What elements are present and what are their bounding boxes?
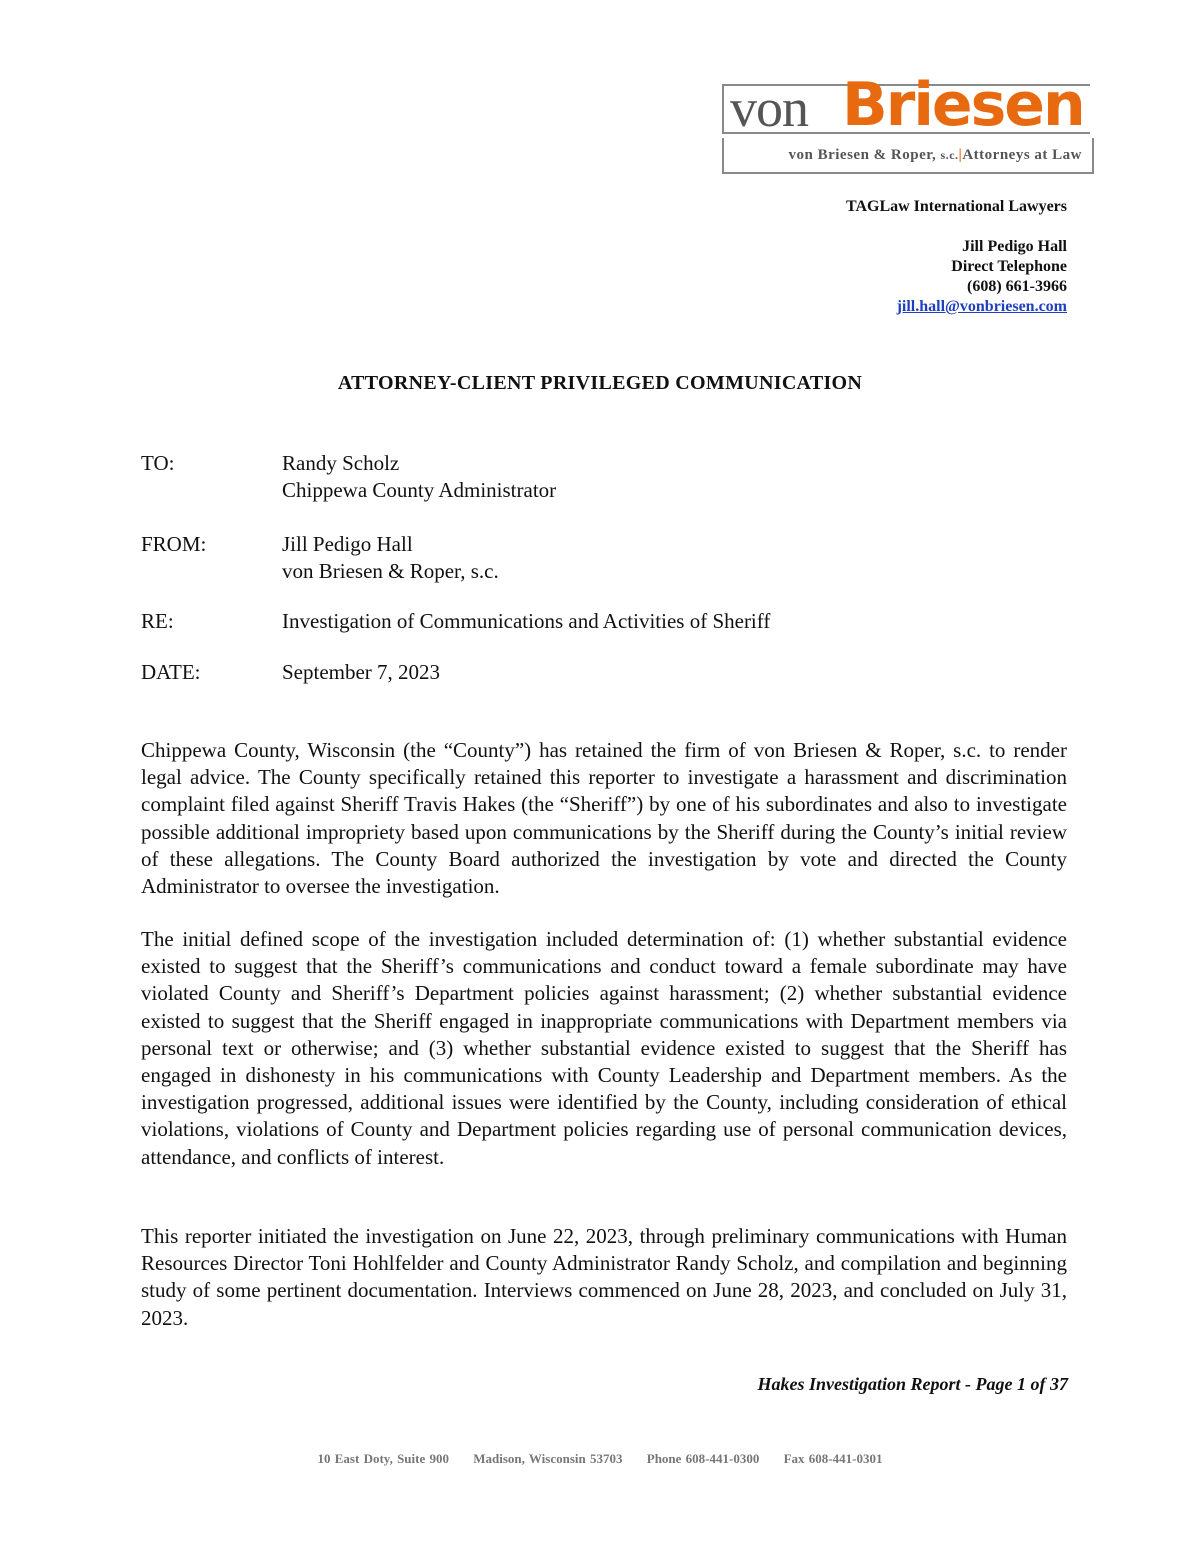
privilege-heading: ATTORNEY-CLIENT PRIVILEGED COMMUNICATION xyxy=(337,372,863,394)
logo-sc: s.c. xyxy=(940,148,959,162)
logo-tagline: Attorneys at Law xyxy=(962,147,1082,163)
memo-from-firm: von Briesen & Roper, s.c. xyxy=(282,559,499,583)
memo-to-name: Randy Scholz xyxy=(282,451,400,475)
logo-firm: von Briesen & Roper, xyxy=(788,147,937,163)
contact-phone: (608) 661-3966 xyxy=(967,278,1067,295)
page-footer: Hakes Investigation Report - Page 1 of 37 xyxy=(757,1374,1068,1394)
memo-to-label: TO: xyxy=(141,451,175,475)
contact-email-link[interactable]: jill.hall@vonbriesen.com xyxy=(896,298,1067,315)
taglaw-line: TAGLaw International Lawyers xyxy=(845,198,1067,215)
memo-date-label: DATE: xyxy=(141,660,201,684)
body-paragraph-3: This reporter initiated the investigation on June 22, 2023, through preliminary communications with Human Resources Director Toni Hohlfelder and County Administrator Randy Scholz, and compilation and beginning study of some pertinent documentation. Interviews commenced on June 28, 2023, and concluded on July 31, 2023. xyxy=(141,1224,1067,1330)
logo-subtitle xyxy=(722,138,1094,174)
memo-re-value: Investigation of Communications and Activities of Sheriff xyxy=(282,609,771,633)
logo-separator: | xyxy=(958,147,963,163)
address-fax: Fax 608-441-0301 xyxy=(783,1451,883,1466)
address-phone: Phone 608-441-0300 xyxy=(646,1451,760,1466)
logo-wordmark xyxy=(722,70,1094,140)
logo-briesen: Briesen xyxy=(842,70,1084,140)
contact-phone-label: Direct Telephone xyxy=(951,258,1067,275)
firm-logo xyxy=(722,70,1094,174)
memo-from-label: FROM: xyxy=(141,532,207,556)
address-street: 10 East Doty, Suite 900 xyxy=(317,1451,449,1466)
memo-from-name: Jill Pedigo Hall xyxy=(282,532,413,556)
memo-re-label: RE: xyxy=(141,609,174,633)
logo-von: von xyxy=(730,78,808,138)
contact-block xyxy=(897,237,1067,317)
contact-name: Jill Pedigo Hall xyxy=(962,238,1067,255)
firm-address xyxy=(0,1451,1200,1467)
memo-to-title: Chippewa County Administrator xyxy=(282,478,557,502)
body-paragraph-1: Chippewa County, Wisconsin (the “County”) has retained the firm of von Briesen & Roper, s.c. to render legal advice. The County specifically retained this reporter to investigate a harassment and discrimination complaint filed against Sheriff Travis Hakes (the “Sheriff”) by one of his subordinates and also to investigate possible additional impropriety based upon communications by the Sheriff during the County’s initial review of these allegations. The County Board authorized the investigation by vote and directed the County Administrator to oversee the investigation. xyxy=(141,738,1067,899)
memo-date-value: September 7, 2023 xyxy=(282,660,441,684)
address-city: Madison, Wisconsin 53703 xyxy=(473,1451,623,1466)
body-paragraph-2: The initial defined scope of the investigation included determination of: (1) whether substantial evidence existed to suggest that the Sheriff’s communications and conduct toward a female subordinate may have violated County and Sheriff’s Department policies against harassment; (2) whether substantial evidence existed to suggest that the Sheriff engaged in inappropriate communications with Department members via personal text or otherwise; and (3) whether substantial evidence existed to suggest that the Sheriff has engaged in dishonesty in his communications with County Leadership and Department members. As the investigation progressed, additional issues were identified by the County, including consideration of ethical violations, violations of County and Department policies regarding use of personal communication devices, attendance, and conflicts of interest. xyxy=(141,927,1067,1169)
